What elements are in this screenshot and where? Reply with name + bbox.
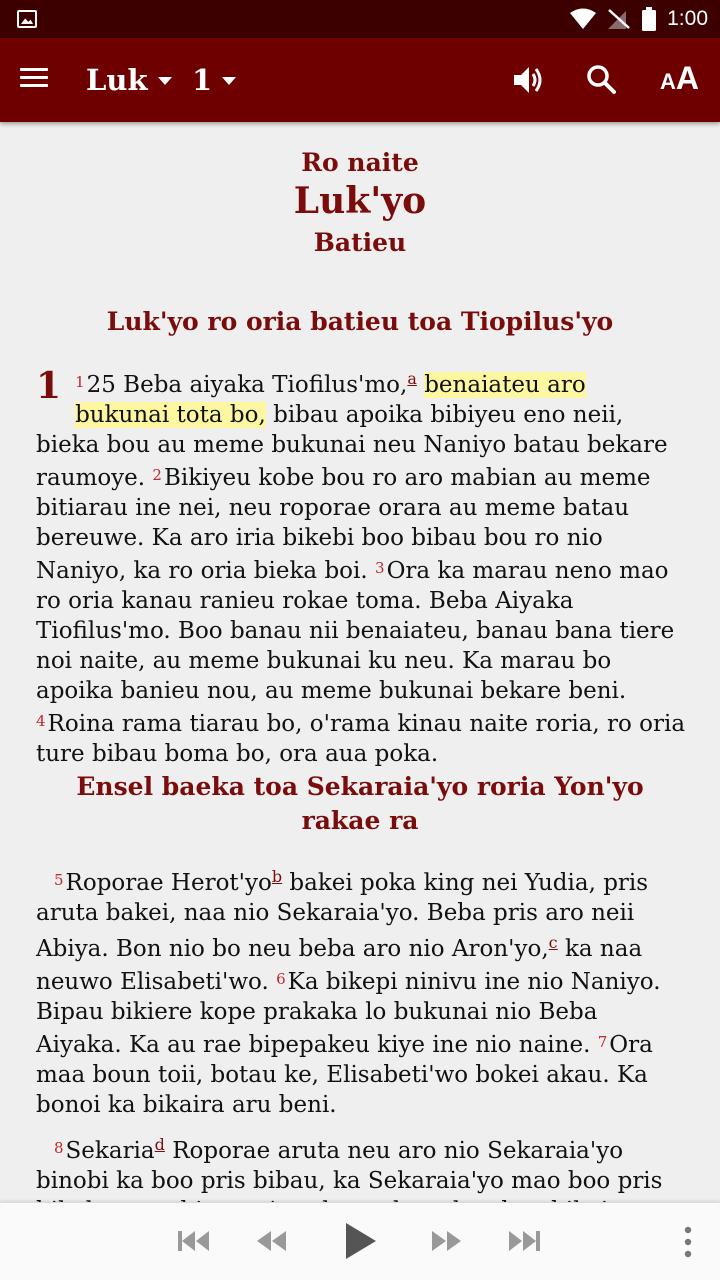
verse-text: Bikiyeu kobe bou ro aro mabian au meme bitiarau ine nei, neu roporae orara au meme batau bereuwe. Ka aro iria bikebi boo bibau bou ro nio Naniyo, ka ro oria bieka boi. — [36, 465, 651, 584]
verse-text: Roporae Herot'yo — [65, 870, 272, 896]
verse-number: 4 — [36, 712, 46, 730]
more-vert-icon — [676, 1225, 700, 1259]
book-heading-line3: Batieu — [313, 228, 407, 257]
verse-number: 3 — [375, 559, 385, 577]
menu-icon-line — [20, 68, 48, 71]
status-time: 1:00 — [667, 7, 708, 30]
audio-controls-bar — [0, 1202, 720, 1280]
text-size-icon-big: A — [675, 60, 699, 96]
dropdown-caret-icon — [158, 77, 172, 85]
footnote-link[interactable]: a — [407, 369, 417, 388]
book-selector[interactable] — [86, 58, 172, 102]
menu-button[interactable] — [20, 64, 64, 96]
search-icon — [584, 62, 620, 98]
verse-text: Ka bikepi ninivu ine nio Naniyo. Bipau bikiere kope prakaka lo bukunai nio Beba Aiyaka. Ka au rae bipepakeu kiye ine nio naine. — [36, 969, 661, 1058]
section-title: Ensel baeka toa Sekaraia'yo roria Yon'yo rakae ra — [76, 772, 644, 835]
speaker-icon — [510, 62, 546, 98]
audio-button[interactable] — [510, 62, 546, 102]
gallery-icon — [17, 10, 37, 28]
book-title: Luk'yo — [293, 180, 427, 222]
text-size-icon-small: A — [660, 69, 676, 94]
verse-text: ka naa neuwo Elisabeti'wo. — [36, 936, 643, 995]
verse-text: Roporae aruta neu aro nio Sekaraia'yo binobi ka boo pris bibau, ka Sekaraia'yo mao boo pris — [36, 1138, 663, 1194]
fast-forward-button[interactable] — [426, 1223, 466, 1263]
verse-number: 6 — [276, 970, 286, 988]
footnote-link[interactable]: b — [271, 867, 283, 886]
verse-text: bibau apoika bibiyeu eno neii, bieka bou au meme bukunai neu Naniyo batau bekare raumoye. — [36, 402, 668, 491]
battery-icon — [641, 7, 657, 31]
verse-number: 5 — [54, 871, 64, 889]
menu-icon-line — [20, 84, 48, 87]
footnote-link[interactable]: c — [548, 933, 558, 952]
search-button[interactable] — [584, 62, 620, 102]
chapter-selector[interactable] — [192, 58, 236, 102]
status-bar — [0, 0, 720, 38]
highlighted-text[interactable]: benaiateu aro bukunai tota bo, — [75, 372, 586, 428]
verse-text: Ora maa boun toii, botau ke, Elisabeti'wo bokei akau. Ka bonoi ka bikaira aru beni. — [36, 1032, 653, 1118]
verse-number: 1 — [75, 373, 85, 391]
app-bar — [0, 38, 720, 122]
verse-text: Sekaria — [65, 1138, 155, 1164]
fast-forward-icon — [426, 1223, 466, 1259]
paragraph — [36, 364, 686, 769]
book-label: Luk — [86, 63, 148, 97]
play-button[interactable] — [340, 1219, 380, 1267]
play-icon — [340, 1219, 380, 1263]
rewind-icon — [252, 1223, 292, 1259]
wifi-icon — [569, 8, 597, 30]
footnote-link[interactable]: d — [154, 1135, 165, 1154]
no-signal-icon — [605, 8, 633, 30]
chapter-label: 1 — [192, 63, 213, 97]
more-options-button[interactable] — [676, 1225, 700, 1263]
skip-previous-icon — [174, 1223, 214, 1259]
scripture-content[interactable] — [0, 122, 720, 1202]
chapter-number: 1 — [36, 365, 62, 407]
verse-number: 7 — [597, 1033, 608, 1051]
section-title: Luk'yo ro oria batieu toa Tiopilus'yo — [106, 307, 614, 336]
text-size-button[interactable] — [660, 60, 699, 97]
paragraph — [36, 862, 686, 1120]
verse-text: Roina rama tiarau bo, o'rama kinau naite roria, ro oria ture bibau boma bo, ora aua poka. — [36, 711, 686, 767]
skip-next-icon — [504, 1223, 544, 1259]
verse-text: Ora ka marau neno mao ro oria kanau ranieu rokae toma. Beba Aiyaka Tiofilus'mo. Boo banau nii benaiateu, banau bana tiere noi naite, au meme bukunai ku neu. Ka marau bo apoika banieu nou, au meme bukunai bekare beni. — [36, 558, 675, 704]
rewind-button[interactable] — [252, 1223, 292, 1263]
verse-number: 2 — [152, 466, 162, 484]
book-heading-line1: Ro naite — [301, 148, 419, 177]
menu-icon-line — [20, 76, 48, 79]
dropdown-caret-icon — [222, 77, 236, 85]
skip-previous-button[interactable] — [174, 1223, 214, 1263]
verse-text: bakei poka king nei Yudia, pris aruta bakei, naa nio Sekaraia'yo. Beba pris aro neii Abiya. Bon nio bo neu beba aro nio Aron'yo, — [36, 870, 649, 962]
verse-text: 25 Beba aiyaka Tiofilus'mo, — [86, 372, 408, 398]
skip-next-button[interactable] — [504, 1223, 544, 1263]
verse-number: 8 — [54, 1139, 64, 1157]
